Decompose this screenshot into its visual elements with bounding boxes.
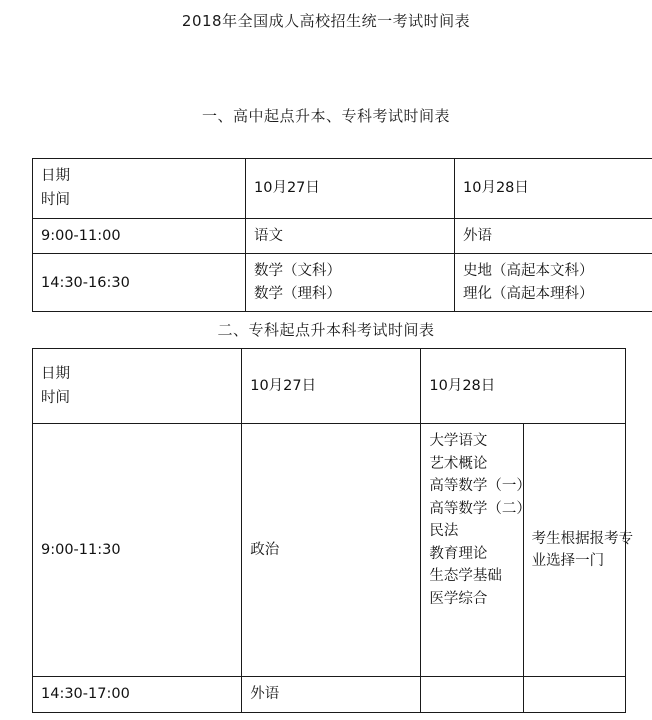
row-note-col3 [523, 677, 625, 712]
row-subject-col2 [421, 424, 531, 677]
subject-item: 艺术概论 [429, 455, 488, 472]
table-row [33, 254, 652, 312]
subject-item: 民法 [429, 523, 459, 540]
section-heading-1: 一、高中起点升本、专科考试时间表 [201, 107, 450, 125]
table-row [33, 677, 626, 712]
header-date-time-cell [33, 349, 242, 424]
row-time: 9:00-11:00 [33, 218, 246, 253]
section-heading-2: 二、专科起点升本科考试时间表 [217, 321, 435, 340]
subject-item: 医学综合 [429, 590, 488, 607]
subject-item: 数学（文科） [254, 263, 341, 280]
row-subject-col1 [246, 254, 455, 312]
header-col1: 10月27日 [246, 159, 455, 219]
row-subject-col2 [455, 218, 652, 253]
subject-item: 大学语文 [429, 433, 488, 450]
exam-schedule-table-2 [32, 348, 634, 712]
row-subject-col1 [246, 218, 455, 253]
header-col1: 10月27日 [242, 349, 421, 424]
subject-item: 语文 [254, 227, 283, 244]
subject-item: 高等数学（一） [429, 478, 531, 495]
row-subject-col1: 外语 [242, 677, 421, 712]
row-subject-col2 [421, 677, 523, 712]
row-note-col3 [523, 424, 634, 677]
header-time-label: 时间 [41, 390, 70, 407]
note-line: 业选择一门 [531, 553, 605, 570]
subject-item: 理化（高起本理科） [463, 285, 594, 302]
row-subject-col2 [455, 254, 652, 312]
row-time: 14:30-17:00 [33, 677, 242, 712]
subject-item: 数学（理科） [254, 285, 341, 302]
header-date-label: 日期 [41, 168, 70, 184]
subject-item: 高等数学（二） [429, 500, 531, 517]
header-col2: 10月28日 [455, 159, 652, 219]
subject-item: 生态学基础 [429, 568, 502, 585]
subject-item: 史地（高起本文科） [463, 263, 594, 280]
header-date-label: 日期 [41, 365, 70, 382]
header-col2: 10月28日 [421, 349, 626, 424]
table-row [33, 424, 626, 677]
page-title: 2018年全国成人高校招生统一考试时间表 [181, 12, 471, 30]
exam-schedule-table-1 [32, 158, 652, 312]
row-subject-col1: 政治 [242, 424, 421, 677]
note-line: 考生根据报考专 [531, 530, 634, 547]
subject-item: 外语 [463, 227, 492, 244]
subject-item: 教育理论 [429, 545, 488, 562]
row-time: 14:30-16:30 [33, 254, 246, 312]
table-row [33, 159, 652, 219]
header-time-label: 时间 [41, 192, 70, 209]
table-row [33, 349, 626, 424]
table-row [33, 218, 652, 253]
row-time: 9:00-11:30 [33, 424, 242, 677]
header-date-time-cell [33, 159, 246, 219]
